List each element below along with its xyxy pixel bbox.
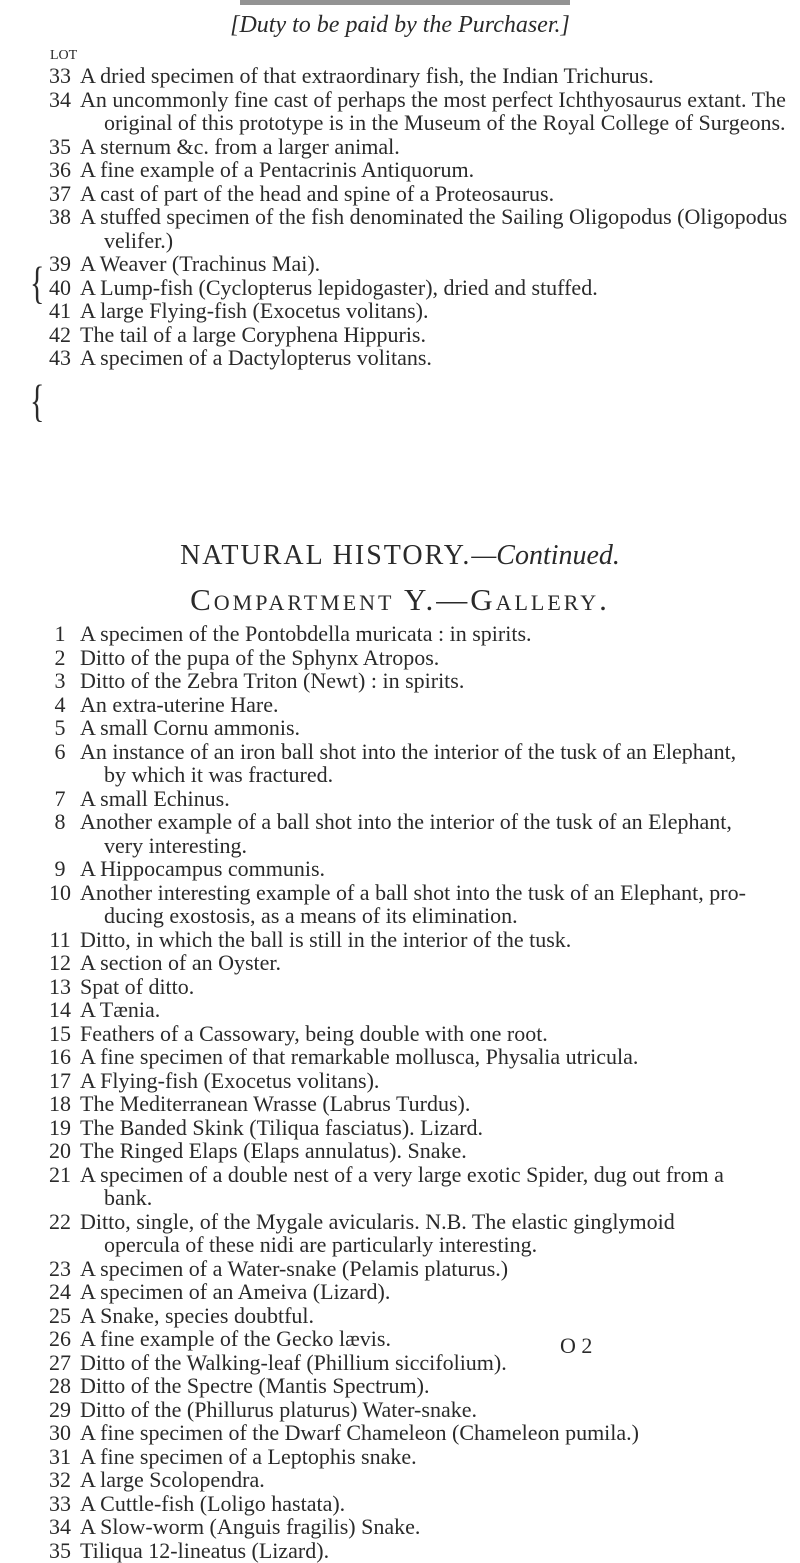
lot-entry: [0, 646, 800, 670]
lot-description: Ditto, in which the ball is still in the interior of the tusk.: [80, 926, 572, 952]
lot-number: 21: [49, 1161, 71, 1187]
lot-number: 13: [49, 973, 71, 999]
compartment-heading: Compartment Y.—Gallery.: [190, 582, 610, 617]
lot-description: Ditto of the Walking-leaf (Phillium siccifolium).: [80, 1349, 507, 1375]
lot-number: 12: [49, 950, 71, 975]
lot-number: 18: [49, 1091, 71, 1116]
lot-number: 11: [49, 926, 71, 952]
cropped-previous-line: [240, 0, 570, 5]
lot-description: A specimen of an Ameiva (Lizard).: [80, 1279, 391, 1304]
lot-description-continued: ducing exostosis, as a means of its elimination.: [104, 903, 518, 928]
lot-description: A cast of part of the head and spine of a Proteosaurus.: [80, 180, 555, 206]
lot-description: A fine example of a Pentacrinis Antiquorum.: [80, 157, 475, 182]
lot-entry: [0, 88, 800, 135]
lot-label: LOT: [50, 48, 78, 63]
lot-entry: [0, 857, 800, 881]
lot-entry: [0, 740, 800, 787]
lot-description: Ditto, single, of the Mygale avicularis. N.B. The elastic ginglymoid: [80, 1208, 675, 1234]
lot-number: 8: [54, 809, 66, 834]
lot-entry: [0, 1304, 800, 1328]
lot-number: 38: [49, 204, 71, 229]
lot-description: A stuffed specimen of the fish denominated the Sailing Oligopodus (Oligopodus: [80, 204, 788, 229]
lot-description: A large Scolopendra.: [80, 1467, 265, 1492]
lot-number: 5: [54, 715, 66, 740]
lot-number: 40: [49, 274, 71, 300]
lot-number: 25: [49, 1302, 71, 1328]
lot-number: 35: [49, 1537, 71, 1563]
lot-entry: [0, 810, 800, 857]
brace-41-43: {: [30, 377, 45, 427]
lot-number: 9: [54, 856, 66, 881]
lot-description: A specimen of a Dactylopterus volitans.: [80, 345, 432, 370]
lot-entry: [0, 951, 800, 975]
lot-number: 32: [49, 1467, 71, 1492]
lot-entry: [0, 276, 800, 300]
lot-entry: [0, 693, 800, 717]
lot-description: A sternum &c. from a larger animal.: [80, 133, 400, 159]
lot-number: 28: [49, 1373, 71, 1398]
lot-entry: [0, 622, 800, 646]
lot-number: 22: [49, 1208, 71, 1234]
lot-number: 31: [49, 1443, 71, 1469]
lot-number: 23: [49, 1255, 71, 1281]
lot-description: A dried specimen of that extraordinary fish, the Indian Trichurus.: [80, 63, 654, 88]
lot-number: 29: [49, 1396, 71, 1422]
lot-description: The tail of a large Coryphena Hippuris.: [80, 321, 426, 347]
lot-description: A Tænia.: [80, 997, 161, 1022]
lot-number: 33: [49, 63, 71, 88]
lot-entry: [0, 323, 800, 347]
lot-description-continued: opercula of these nidi are particularly interesting.: [104, 1232, 538, 1257]
lot-entry: [0, 1092, 800, 1116]
lot-number: 1: [54, 621, 66, 646]
lot-description: A specimen of a Water-snake (Pelamis platurus.): [80, 1255, 509, 1281]
lot-description: A fine specimen of the Dwarf Chameleon (Chameleon pumila.): [80, 1420, 639, 1445]
lot-entry: [0, 1351, 800, 1375]
lot-description: A fine example of the Gecko lævis.: [80, 1326, 391, 1351]
lot-number: 34: [49, 86, 71, 112]
lot-description: An instance of an iron ball shot into the interior of the tusk of an Elephant,: [80, 738, 737, 764]
lot-description: A fine specimen of that remarkable mollusca, Physalia utricula.: [80, 1044, 639, 1069]
lot-entry: [0, 998, 800, 1022]
lot-entry: [0, 1374, 800, 1398]
lot-number: 36: [49, 157, 71, 182]
lot-entry: [0, 1210, 800, 1257]
lot-description-continued: velifer.): [104, 227, 174, 253]
lot-description: A specimen of the Pontobdella muricata : in spirits.: [80, 621, 532, 646]
lot-entry: [0, 1421, 800, 1445]
lot-number: 15: [49, 1020, 71, 1046]
lot-entry: [0, 1515, 800, 1539]
lot-entry: [0, 64, 800, 88]
lot-number: 17: [49, 1067, 71, 1093]
lot-description: Spat of ditto.: [80, 973, 195, 999]
lot-description: A fine specimen of a Leptophis snake.: [80, 1443, 417, 1469]
lot-entry: [0, 1539, 800, 1563]
lot-description: A Hippocampus communis.: [80, 856, 326, 881]
lot-entry: [0, 669, 800, 693]
section-title-text: NATURAL HISTORY.: [180, 540, 472, 571]
lot-number: 35: [49, 133, 71, 159]
lot-entry: [0, 716, 800, 740]
lot-description: A Cuttle-fish (Loligo hastata).: [80, 1490, 346, 1516]
brace-38-40: {: [30, 259, 45, 309]
lot-description: A section of an Oyster.: [80, 950, 282, 975]
lot-entry: [0, 346, 800, 370]
lot-description: A Flying-fish (Exocetus volitans).: [80, 1067, 380, 1093]
lot-description: An uncommonly fine cast of perhaps the most perfect Ichthyosaurus extant. The: [80, 86, 786, 112]
lot-number: 42: [49, 321, 71, 347]
lot-description: The Mediterranean Wrasse (Labrus Turdus).: [80, 1091, 471, 1116]
lot-number: 43: [49, 345, 71, 370]
lot-entry: [0, 1398, 800, 1422]
lot-description-continued: very interesting.: [104, 832, 247, 858]
lot-entry: [0, 158, 800, 182]
lot-entry: [0, 1163, 800, 1210]
section-title: [0, 540, 800, 572]
lot-number: 20: [49, 1138, 71, 1163]
lot-number: 27: [49, 1349, 71, 1375]
lot-entry: [0, 205, 800, 252]
lot-description: A Slow-worm (Anguis fragilis) Snake.: [80, 1514, 421, 1539]
lot-description: Tiliqua 12-lineatus (Lizard).: [80, 1537, 330, 1563]
duty-note: [Duty to be paid by the Purchaser.]: [230, 12, 570, 38]
top-lot-list: [0, 64, 800, 370]
lot-description-continued: by which it was fractured.: [104, 762, 334, 787]
lot-entry: [0, 881, 800, 928]
lot-description-continued: bank.: [104, 1185, 153, 1210]
lot-number: 26: [49, 1326, 71, 1351]
lot-entry: [0, 928, 800, 952]
lot-number: 39: [49, 251, 71, 276]
lot-description: Ditto of the (Phillurus platurus) Water-snake.: [80, 1396, 477, 1422]
lot-number: 30: [49, 1420, 71, 1445]
lot-entry: [0, 1280, 800, 1304]
lot-description: A small Cornu ammonis.: [80, 715, 300, 740]
lot-description: Ditto of the Spectre (Mantis Spectrum).: [80, 1373, 430, 1398]
lot-entry: [0, 252, 800, 276]
lot-number: 14: [49, 997, 71, 1022]
lot-number: 3: [54, 668, 66, 693]
lot-number: 6: [54, 738, 66, 764]
lot-description: A large Flying-fish (Exocetus volitans).: [80, 298, 429, 323]
lot-number: 37: [49, 180, 71, 206]
lot-entry: [0, 1492, 800, 1516]
lot-number: 16: [49, 1044, 71, 1069]
lot-number: 41: [49, 298, 71, 323]
lot-entry: [0, 1116, 800, 1140]
lot-number: 2: [54, 644, 66, 670]
lot-entry: [0, 787, 800, 811]
lot-description: A specimen of a double nest of a very large exotic Spider, dug out from a: [80, 1161, 724, 1187]
lot-description: A small Echinus.: [80, 785, 230, 811]
lot-entry: [0, 1257, 800, 1281]
lot-description: The Ringed Elaps (Elaps annulatus). Snake.: [80, 1138, 467, 1163]
lot-entry: [0, 135, 800, 159]
lot-entry: [0, 1445, 800, 1469]
lot-entry: [0, 1468, 800, 1492]
lot-number: 7: [54, 785, 66, 811]
lot-number: 33: [49, 1490, 71, 1516]
lot-description-continued: original of this prototype is in the Museum of the Royal College of Surgeons.: [104, 110, 786, 135]
lot-entry: [0, 975, 800, 999]
lot-description: A Snake, species doubtful.: [80, 1302, 315, 1328]
lot-entry: [0, 182, 800, 206]
lot-description: A Weaver (Trachinus Mai).: [80, 251, 321, 276]
lot-description: A Lump-fish (Cyclopterus lepidogaster), dried and stuffed.: [80, 274, 598, 300]
lot-number: 34: [49, 1514, 71, 1539]
lot-number: 24: [49, 1279, 71, 1304]
lot-entry: [0, 299, 800, 323]
gallery-lot-list: [0, 622, 800, 1562]
page-signature: O 2: [560, 1333, 593, 1358]
lot-description: Ditto of the pupa of the Sphynx Atropos.: [80, 644, 440, 670]
lot-entry: [0, 1045, 800, 1069]
lot-entry: [0, 1069, 800, 1093]
lot-number: 19: [49, 1114, 71, 1140]
lot-description: An extra-uterine Hare.: [80, 691, 279, 717]
lot-entry: [0, 1022, 800, 1046]
lot-description: Another interesting example of a ball shot into the tusk of an Elephant, pro-: [80, 879, 746, 905]
section-title-suffix: —Continued.: [471, 540, 620, 571]
lot-entry: [0, 1139, 800, 1163]
lot-number: 4: [54, 691, 66, 717]
lot-description: Feathers of a Cassowary, being double with one root.: [80, 1020, 548, 1046]
lot-number: 10: [49, 879, 71, 905]
lot-entry: [0, 1327, 800, 1351]
lot-description: Another example of a ball shot into the interior of the tusk of an Elephant,: [80, 809, 732, 834]
lot-description: Ditto of the Zebra Triton (Newt) : in spirits.: [80, 668, 465, 693]
lot-description: The Banded Skink (Tiliqua fasciatus). Lizard.: [80, 1114, 484, 1140]
